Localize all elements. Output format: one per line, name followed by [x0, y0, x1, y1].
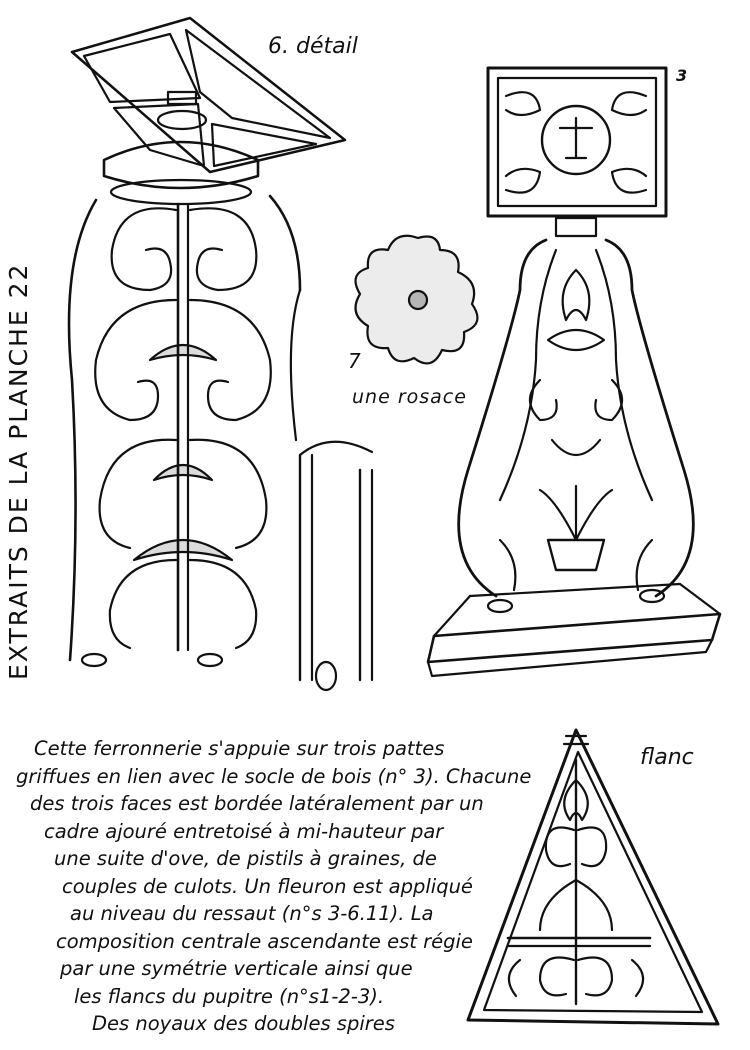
- flank-caption: flanc: [640, 745, 694, 770]
- description-line: une suite d'ove, de pistils à graines, de: [54, 847, 437, 870]
- rosette-drawing: [356, 236, 478, 364]
- description-line: cadre ajouré entretoisé à mi-hauteur par: [44, 819, 444, 843]
- side-title: EXTRAITS DE LA PLANCHE 22: [4, 262, 33, 680]
- description-text: [10, 735, 532, 1038]
- description-line: composition centrale ascendante est régie: [56, 929, 473, 953]
- description-line: par une symétrie verticale ainsi que: [60, 957, 413, 980]
- lectern-front-drawing: [428, 68, 720, 676]
- description-line: Cette ferronnerie s'appuie sur trois pattes: [34, 737, 445, 760]
- plate-number-three: 3: [676, 66, 688, 85]
- description-line: griffues en lien avec le socle de bois (n° 3). Chacune: [16, 764, 532, 788]
- plate-number-seven: 7: [348, 349, 361, 373]
- detail-label: 6. détail: [268, 34, 358, 59]
- rosette-caption: une rosace: [352, 386, 467, 408]
- description-line: Des noyaux des doubles spires: [92, 1012, 395, 1035]
- description-line: des trois faces est bordée latéralement par un: [30, 792, 484, 815]
- description-line: couples de culots. Un fleuron est appliqué: [62, 874, 473, 898]
- description-line: les flancs du pupitre (n°s1-2-3).: [74, 984, 385, 1008]
- description-line: au niveau du ressaut (n°s 3-6.11). La: [70, 902, 434, 925]
- detail-drawing: [69, 18, 372, 690]
